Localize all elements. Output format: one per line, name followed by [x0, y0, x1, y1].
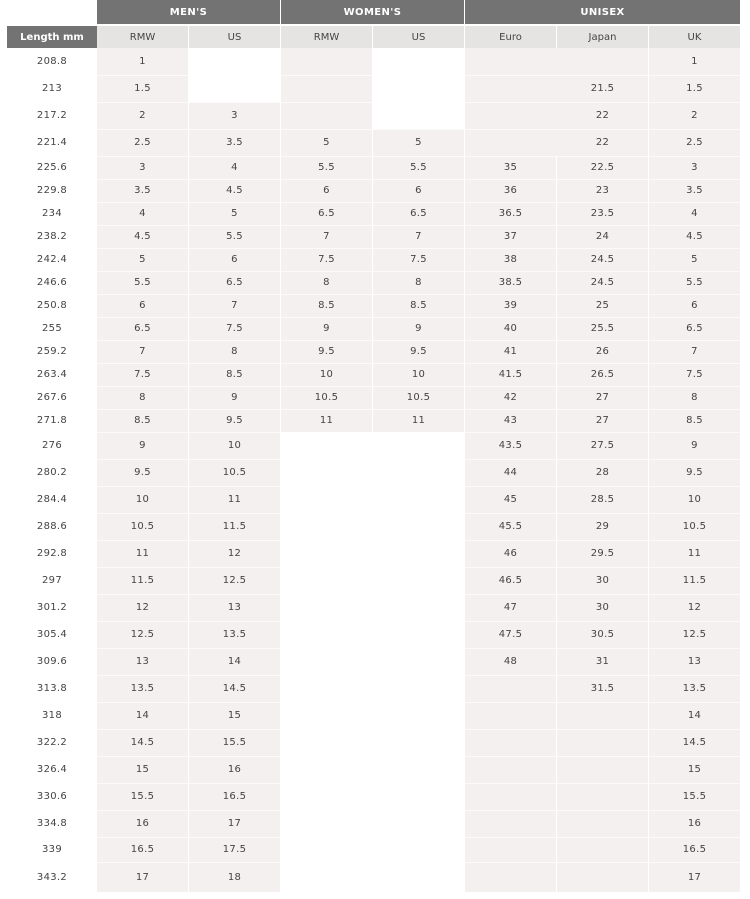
size-cell-uk: 12	[687, 602, 702, 613]
size-cell-japan: 27	[595, 392, 610, 403]
size-cell-japan: 26	[595, 346, 610, 357]
size-cell-men_us: 10	[227, 440, 242, 451]
length-cell: 259.2	[36, 346, 68, 357]
size-cell-men_rmw: 16.5	[130, 844, 155, 855]
size-cell-men_us: 14.5	[222, 683, 247, 694]
size-cell-men_us: 4.5	[226, 185, 243, 196]
length-cell: 309.6	[36, 656, 68, 667]
size-cell-women_rmw: 7.5	[318, 254, 335, 265]
size-cell-men_us: 16	[227, 764, 242, 775]
size-cell-women_rmw: 9	[323, 323, 330, 334]
size-cell-uk: 12.5	[682, 629, 707, 640]
size-cell-uk: 7	[691, 346, 698, 357]
size-cell-women_rmw: 5	[323, 137, 330, 148]
size-cell-euro: 44	[503, 467, 518, 478]
size-cell-japan: 29.5	[590, 548, 615, 559]
size-cell-uk: 11.5	[682, 575, 707, 586]
size-cell-men_us: 5	[231, 208, 238, 219]
size-cell-men_rmw: 11.5	[130, 575, 155, 586]
size-cell-uk: 3	[691, 162, 698, 173]
size-cell-men_rmw: 10	[135, 494, 150, 505]
size-cell-uk: 6	[691, 300, 698, 311]
size-cell-uk: 13	[687, 656, 702, 667]
size-cell-men_us: 8.5	[226, 369, 243, 380]
size-cell-men_us: 3	[231, 110, 238, 121]
length-cell: 292.8	[36, 548, 68, 559]
size-cell-uk: 9	[691, 440, 698, 451]
length-cell: 280.2	[36, 467, 68, 478]
size-cell-men_us: 4	[231, 162, 238, 173]
size-cell-women_rmw: 7	[323, 231, 330, 242]
size-cell-uk: 10	[687, 494, 702, 505]
size-cell-japan: 29	[595, 521, 610, 532]
size-cell-japan: 30.5	[590, 629, 615, 640]
size-cell-men_us: 13	[227, 602, 242, 613]
size-cell-men_us: 7	[231, 300, 238, 311]
length-cell: 250.8	[36, 300, 68, 311]
length-cell: 208.8	[36, 56, 68, 67]
size-cell-men_us: 11.5	[222, 521, 247, 532]
length-cell: 297	[42, 575, 62, 586]
size-cell-men_rmw: 4.5	[134, 231, 151, 242]
size-cell-japan: 25.5	[590, 323, 615, 334]
size-cell-men_rmw: 8.5	[134, 415, 151, 426]
length-cell: 246.6	[36, 277, 68, 288]
length-cell: 284.4	[36, 494, 68, 505]
column-header-men_rmw: RMW	[97, 26, 188, 48]
size-cell-uk: 2.5	[686, 137, 703, 148]
size-cell-women_us: 6	[415, 185, 422, 196]
length-cell: 221.4	[36, 137, 68, 148]
column-header-women_us: US	[373, 26, 464, 48]
size-cell-men_us: 15.5	[222, 737, 247, 748]
size-cell-euro: 43	[503, 415, 518, 426]
size-cell-euro: 38	[503, 254, 518, 265]
group-header-0: MEN'S	[97, 0, 280, 24]
size-cell-men_rmw: 15.5	[130, 791, 155, 802]
size-cell-japan: 23.5	[590, 208, 615, 219]
length-cell: 238.2	[36, 231, 68, 242]
size-cell-women_us: 6.5	[410, 208, 427, 219]
size-cell-uk: 4	[691, 208, 698, 219]
size-cell-women_us: 11	[411, 415, 426, 426]
size-cell-uk: 5	[691, 254, 698, 265]
size-cell-euro: 37	[503, 231, 518, 242]
length-cell: 305.4	[36, 629, 68, 640]
size-cell-men_rmw: 13	[135, 656, 150, 667]
size-cell-japan: 30	[595, 602, 610, 613]
size-cell-japan: 28	[595, 467, 610, 478]
size-cell-men_us: 14	[227, 656, 242, 667]
size-cell-men_us: 17.5	[222, 844, 247, 855]
size-cell-uk: 10.5	[682, 521, 707, 532]
size-cell-men_us: 12.5	[222, 575, 247, 586]
length-cell: 334.8	[36, 818, 68, 829]
size-cell-euro: 46.5	[498, 575, 523, 586]
size-cell-men_rmw: 1.5	[134, 83, 151, 94]
size-cell-men_rmw: 14.5	[130, 737, 155, 748]
length-cell: 267.6	[36, 392, 68, 403]
size-cell-women_us: 8.5	[410, 300, 427, 311]
length-cell: 271.8	[36, 415, 68, 426]
length-cell: 343.2	[36, 871, 68, 883]
size-cell-japan: 23	[595, 185, 610, 196]
size-cell-euro: 36.5	[498, 208, 523, 219]
size-cell-women_rmw: 9.5	[318, 346, 335, 357]
size-cell-men_us: 11	[227, 494, 242, 505]
size-cell-euro: 41.5	[498, 369, 523, 380]
size-cell-japan: 24.5	[590, 254, 615, 265]
group-header-1: WOMEN'S	[281, 0, 464, 24]
size-cell-men_us: 13.5	[222, 629, 247, 640]
length-cell: 313.8	[36, 683, 68, 694]
size-cell-women_rmw: 6.5	[318, 208, 335, 219]
size-cell-euro: 43.5	[498, 440, 523, 451]
size-cell-uk: 1	[691, 56, 698, 67]
size-cell-men_rmw: 5.5	[134, 277, 151, 288]
size-cell-japan: 30	[595, 575, 610, 586]
size-cell-uk: 13.5	[682, 683, 707, 694]
size-cell-men_us: 10.5	[222, 467, 247, 478]
size-cell-euro: 47.5	[498, 629, 523, 640]
size-cell-men_rmw: 5	[139, 254, 146, 265]
size-cell-men_rmw: 13.5	[130, 683, 155, 694]
length-cell: 229.8	[36, 185, 68, 196]
length-cell: 301.2	[36, 602, 68, 613]
size-cell-men_us: 9	[231, 392, 238, 403]
size-cell-men_rmw: 12.5	[130, 629, 155, 640]
length-cell: 242.4	[36, 254, 68, 265]
size-cell-uk: 7.5	[686, 369, 703, 380]
size-cell-women_rmw: 10	[319, 369, 334, 380]
size-cell-euro: 46	[503, 548, 518, 559]
length-cell: 225.6	[36, 162, 68, 173]
size-cell-euro: 41	[503, 346, 518, 357]
size-cell-japan: 25	[595, 300, 610, 311]
size-cell-men_us: 9.5	[226, 415, 243, 426]
size-cell-men_rmw: 9	[139, 440, 146, 451]
size-cell-euro: 35	[503, 162, 518, 173]
column-header-men_us: US	[189, 26, 280, 48]
size-cell-men_us: 7.5	[226, 323, 243, 334]
size-cell-men_us: 6.5	[226, 277, 243, 288]
size-cell-men_rmw: 7.5	[134, 369, 151, 380]
size-cell-men_us: 8	[231, 346, 238, 357]
size-cell-women_us: 8	[415, 277, 422, 288]
size-cell-japan: 27.5	[590, 440, 615, 451]
size-cell-women_rmw: 8	[323, 277, 330, 288]
size-cell-men_rmw: 2.5	[134, 137, 151, 148]
size-cell-men_rmw: 14	[135, 710, 150, 721]
size-cell-men_us: 6	[231, 254, 238, 265]
length-cell: 330.6	[36, 791, 68, 802]
size-cell-uk: 8.5	[686, 415, 703, 426]
column-shade	[557, 702, 648, 892]
size-cell-japan: 31	[595, 656, 610, 667]
size-cell-men_rmw: 15	[135, 764, 150, 775]
size-cell-japan: 21.5	[590, 83, 615, 94]
size-cell-uk: 2	[691, 110, 698, 121]
size-cell-women_us: 10.5	[406, 392, 431, 403]
size-cell-uk: 16	[687, 818, 702, 829]
column-header-euro: Euro	[465, 26, 556, 48]
length-cell: 217.2	[36, 110, 68, 121]
size-cell-women_us: 9.5	[410, 346, 427, 357]
size-cell-men_rmw: 6	[139, 300, 146, 311]
size-cell-japan: 22	[595, 137, 610, 148]
size-cell-men_rmw: 12	[135, 602, 150, 613]
size-cell-uk: 17	[687, 871, 702, 883]
size-cell-euro: 39	[503, 300, 518, 311]
length-cell: 234	[42, 208, 62, 219]
size-cell-uk: 5.5	[686, 277, 703, 288]
size-cell-japan: 26.5	[590, 369, 615, 380]
size-cell-women_rmw: 8.5	[318, 300, 335, 311]
size-cell-euro: 42	[503, 392, 518, 403]
length-cell: 255	[42, 323, 62, 334]
size-cell-euro: 45	[503, 494, 518, 505]
size-cell-men_rmw: 17	[135, 871, 150, 883]
size-cell-japan: 22.5	[590, 162, 615, 173]
size-cell-men_rmw: 7	[139, 346, 146, 357]
size-cell-women_rmw: 5.5	[318, 162, 335, 173]
size-cell-euro: 47	[503, 602, 518, 613]
size-cell-men_us: 12	[227, 548, 242, 559]
size-cell-euro: 40	[503, 323, 518, 334]
column-header-japan: Japan	[557, 26, 648, 48]
size-cell-men_rmw: 2	[139, 110, 146, 121]
size-cell-men_us: 18	[227, 871, 242, 883]
size-cell-euro: 38.5	[498, 277, 523, 288]
length-cell: 326.4	[36, 764, 68, 775]
size-cell-men_us: 15	[227, 710, 242, 721]
size-cell-uk: 15.5	[682, 791, 707, 802]
size-cell-uk: 8	[691, 392, 698, 403]
size-cell-men_rmw: 4	[139, 208, 146, 219]
length-cell: 276	[42, 440, 62, 451]
size-cell-uk: 4.5	[686, 231, 703, 242]
size-cell-men_rmw: 3	[139, 162, 146, 173]
size-cell-uk: 14	[687, 710, 702, 721]
size-cell-japan: 31.5	[590, 683, 615, 694]
size-cell-japan: 28.5	[590, 494, 615, 505]
length-cell: 322.2	[36, 737, 68, 748]
length-cell: 213	[42, 83, 62, 94]
length-cell: 339	[42, 844, 62, 855]
size-cell-men_rmw: 1	[139, 56, 146, 67]
size-cell-uk: 14.5	[682, 737, 707, 748]
size-cell-women_rmw: 6	[323, 185, 330, 196]
size-cell-men_rmw: 6.5	[134, 323, 151, 334]
length-cell: 318	[42, 710, 62, 721]
size-cell-men_rmw: 3.5	[134, 185, 151, 196]
size-cell-men_rmw: 11	[135, 548, 150, 559]
length-header: Length mm	[7, 26, 97, 48]
size-cell-men_us: 17	[227, 818, 242, 829]
size-cell-men_rmw: 16	[135, 818, 150, 829]
size-cell-euro: 48	[503, 656, 518, 667]
size-cell-men_rmw: 10.5	[130, 521, 155, 532]
size-cell-japan: 24.5	[590, 277, 615, 288]
size-cell-women_rmw: 11	[319, 415, 334, 426]
size-cell-uk: 11	[687, 548, 702, 559]
size-cell-women_us: 7.5	[410, 254, 427, 265]
size-cell-uk: 15	[687, 764, 702, 775]
group-header-2: UNISEX	[465, 0, 740, 24]
size-cell-uk: 16.5	[682, 844, 707, 855]
size-cell-men_rmw: 9.5	[134, 467, 151, 478]
size-cell-uk: 3.5	[686, 185, 703, 196]
column-shade	[281, 48, 372, 129]
size-cell-women_us: 9	[415, 323, 422, 334]
length-cell: 288.6	[36, 521, 68, 532]
size-cell-women_us: 5.5	[410, 162, 427, 173]
size-cell-men_us: 5.5	[226, 231, 243, 242]
size-cell-japan: 24	[595, 231, 610, 242]
size-cell-women_us: 7	[415, 231, 422, 242]
size-cell-euro: 36	[503, 185, 518, 196]
size-cell-women_us: 10	[411, 369, 426, 380]
length-cell: 263.4	[36, 369, 68, 380]
size-cell-women_us: 5	[415, 137, 422, 148]
size-cell-men_rmw: 8	[139, 392, 146, 403]
size-cell-japan: 22	[595, 110, 610, 121]
size-cell-uk: 9.5	[686, 467, 703, 478]
size-cell-uk: 6.5	[686, 323, 703, 334]
size-cell-japan: 27	[595, 415, 610, 426]
size-cell-uk: 1.5	[686, 83, 703, 94]
column-header-uk: UK	[649, 26, 740, 48]
column-header-women_rmw: RMW	[281, 26, 372, 48]
size-cell-men_us: 3.5	[226, 137, 243, 148]
size-cell-men_us: 16.5	[222, 791, 247, 802]
size-cell-women_rmw: 10.5	[314, 392, 339, 403]
size-cell-euro: 45.5	[498, 521, 523, 532]
